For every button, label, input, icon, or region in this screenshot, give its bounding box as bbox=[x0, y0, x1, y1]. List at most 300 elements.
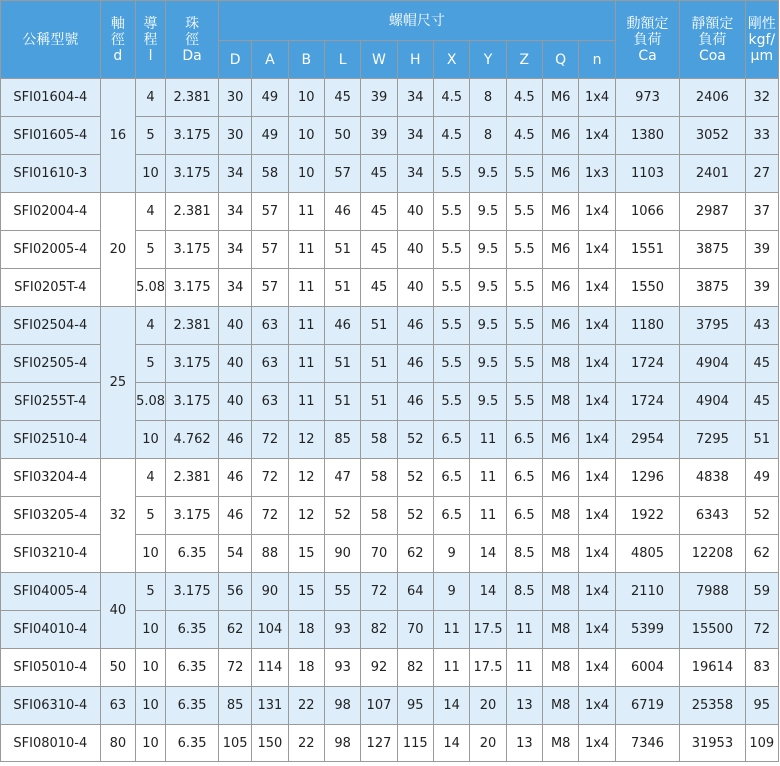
table-cell: 57 bbox=[252, 231, 288, 269]
table-cell: 10 bbox=[288, 155, 324, 193]
table-cell: 22 bbox=[288, 725, 324, 762]
table-cell: 4 bbox=[135, 79, 165, 117]
table-cell: 131 bbox=[252, 687, 288, 725]
table-cell: 10 bbox=[135, 611, 165, 649]
model-cell: SFI04005-4 bbox=[1, 573, 101, 611]
table-cell: 46 bbox=[219, 497, 252, 535]
table-cell: 45 bbox=[361, 231, 397, 269]
table-cell: 115 bbox=[397, 725, 433, 762]
header-nut-col: X bbox=[433, 41, 469, 79]
table-cell: 10 bbox=[135, 649, 165, 687]
model-cell: SFI02004-4 bbox=[1, 193, 101, 231]
table-cell: 52 bbox=[397, 497, 433, 535]
table-cell: 7295 bbox=[680, 421, 745, 459]
table-cell: 11 bbox=[288, 193, 324, 231]
table-cell: 11 bbox=[506, 611, 542, 649]
table-cell: 63 bbox=[252, 307, 288, 345]
table-cell: 6.5 bbox=[433, 421, 469, 459]
table-cell: 3875 bbox=[680, 269, 745, 307]
model-cell: SFI06310-4 bbox=[1, 687, 101, 725]
model-cell: SFI03210-4 bbox=[1, 535, 101, 573]
table-cell: 4904 bbox=[680, 345, 745, 383]
header-nut-col: Q bbox=[543, 41, 579, 79]
table-cell: 3875 bbox=[680, 231, 745, 269]
table-cell: 1724 bbox=[615, 345, 679, 383]
table-cell: M8 bbox=[543, 573, 579, 611]
model-cell: SFI02510-4 bbox=[1, 421, 101, 459]
table-cell: 47 bbox=[324, 459, 360, 497]
table-cell: 39 bbox=[745, 269, 778, 307]
table-cell: 72 bbox=[252, 459, 288, 497]
table-cell: 30 bbox=[219, 117, 252, 155]
table-cell: 973 bbox=[615, 79, 679, 117]
table-cell: 11 bbox=[288, 231, 324, 269]
table-row bbox=[1, 307, 779, 345]
table-cell: 46 bbox=[219, 459, 252, 497]
table-cell: 72 bbox=[361, 573, 397, 611]
table-cell: 127 bbox=[361, 725, 397, 762]
table-cell: 14 bbox=[433, 687, 469, 725]
table-cell: 7346 bbox=[615, 725, 679, 762]
header-ball-diameter: 珠 徑 Da bbox=[166, 1, 219, 79]
table-cell: 25358 bbox=[680, 687, 745, 725]
table-cell: 39 bbox=[361, 117, 397, 155]
table-cell: 14 bbox=[470, 535, 506, 573]
table-cell: 39 bbox=[745, 231, 778, 269]
table-cell: 11 bbox=[470, 459, 506, 497]
table-cell: 83 bbox=[745, 649, 778, 687]
table-cell: 45 bbox=[361, 155, 397, 193]
model-cell: SFI01605-4 bbox=[1, 117, 101, 155]
table-cell: 5 bbox=[135, 345, 165, 383]
table-cell: 58 bbox=[361, 497, 397, 535]
table-cell: 9 bbox=[433, 535, 469, 573]
table-cell: 31953 bbox=[680, 725, 745, 762]
table-cell: 6.5 bbox=[433, 459, 469, 497]
table-cell: 51 bbox=[324, 345, 360, 383]
table-cell: 10 bbox=[135, 725, 165, 762]
table-cell: 12 bbox=[288, 421, 324, 459]
table-cell: 6.35 bbox=[166, 725, 219, 762]
model-cell: SFI0255T-4 bbox=[1, 383, 101, 421]
table-cell: 92 bbox=[361, 649, 397, 687]
table-cell: 46 bbox=[397, 307, 433, 345]
table-cell: 11 bbox=[288, 383, 324, 421]
table-cell: 2401 bbox=[680, 155, 745, 193]
table-cell: 12 bbox=[288, 459, 324, 497]
table-cell: 4 bbox=[135, 193, 165, 231]
table-cell: 6719 bbox=[615, 687, 679, 725]
table-cell: 5.5 bbox=[506, 155, 542, 193]
table-cell: 4838 bbox=[680, 459, 745, 497]
table-cell: 40 bbox=[219, 345, 252, 383]
table-cell: 6.5 bbox=[506, 421, 542, 459]
table-cell: 5399 bbox=[615, 611, 679, 649]
table-cell: 93 bbox=[324, 611, 360, 649]
table-cell: 5.5 bbox=[433, 345, 469, 383]
table-cell: 2.381 bbox=[166, 79, 219, 117]
table-cell: 10 bbox=[288, 79, 324, 117]
table-cell: 11 bbox=[433, 649, 469, 687]
table-cell: 2406 bbox=[680, 79, 745, 117]
table-cell: 6.35 bbox=[166, 535, 219, 573]
table-cell: 5.5 bbox=[506, 193, 542, 231]
table-cell: 4 bbox=[135, 459, 165, 497]
header-shaft-diameter: 軸 徑 d bbox=[100, 1, 135, 79]
table-cell: 105 bbox=[219, 725, 252, 762]
table-cell: 2.381 bbox=[166, 459, 219, 497]
table-cell: 34 bbox=[219, 269, 252, 307]
table-cell: M6 bbox=[543, 193, 579, 231]
table-cell: 5 bbox=[135, 497, 165, 535]
table-cell: 27 bbox=[745, 155, 778, 193]
table-cell: 22 bbox=[288, 687, 324, 725]
table-cell: 1x3 bbox=[579, 155, 615, 193]
table-cell: 6.35 bbox=[166, 687, 219, 725]
table-cell: M6 bbox=[543, 79, 579, 117]
table-cell: 40 bbox=[219, 383, 252, 421]
table-cell: 90 bbox=[252, 573, 288, 611]
table-cell: 6343 bbox=[680, 497, 745, 535]
table-cell: 1x4 bbox=[579, 193, 615, 231]
table-cell: 40 bbox=[397, 193, 433, 231]
table-cell: 1x4 bbox=[579, 231, 615, 269]
table-cell: 8 bbox=[470, 79, 506, 117]
table-cell: M8 bbox=[543, 345, 579, 383]
table-row bbox=[1, 79, 779, 117]
table-cell: 32 bbox=[745, 79, 778, 117]
table-cell: 11 bbox=[288, 345, 324, 383]
table-cell: 1180 bbox=[615, 307, 679, 345]
table-cell: 62 bbox=[219, 611, 252, 649]
table-cell: 95 bbox=[397, 687, 433, 725]
table-cell: 5.5 bbox=[433, 307, 469, 345]
table-cell: 1x4 bbox=[579, 687, 615, 725]
shaft-diameter-cell: 50 bbox=[100, 649, 135, 687]
table-cell: 1103 bbox=[615, 155, 679, 193]
table-cell: 54 bbox=[219, 535, 252, 573]
table-cell: 4.5 bbox=[433, 117, 469, 155]
header-nut-col: B bbox=[288, 41, 324, 79]
model-cell: SFI01610-3 bbox=[1, 155, 101, 193]
table-cell: 11 bbox=[506, 649, 542, 687]
table-cell: 7988 bbox=[680, 573, 745, 611]
table-cell: 8.5 bbox=[506, 573, 542, 611]
table-cell: 18 bbox=[288, 611, 324, 649]
table-cell: 1x4 bbox=[579, 383, 615, 421]
table-cell: 4904 bbox=[680, 383, 745, 421]
table-cell: 40 bbox=[397, 231, 433, 269]
table-cell: 34 bbox=[397, 117, 433, 155]
table-cell: 58 bbox=[361, 459, 397, 497]
table-cell: 9.5 bbox=[470, 155, 506, 193]
shaft-diameter-cell: 32 bbox=[100, 459, 135, 573]
table-cell: 46 bbox=[219, 421, 252, 459]
table-cell: 90 bbox=[324, 535, 360, 573]
header-static-load: 靜額定 負荷 Coa bbox=[680, 1, 745, 79]
table-cell: 1066 bbox=[615, 193, 679, 231]
table-row bbox=[1, 573, 779, 611]
table-cell: M8 bbox=[543, 687, 579, 725]
header-dynamic-load: 動額定 負荷 Ca bbox=[615, 1, 679, 79]
table-cell: 45 bbox=[324, 79, 360, 117]
table-cell: 85 bbox=[219, 687, 252, 725]
table-cell: 5.5 bbox=[506, 345, 542, 383]
table-cell: 46 bbox=[397, 345, 433, 383]
table-cell: 98 bbox=[324, 725, 360, 762]
header-nut-col: L bbox=[324, 41, 360, 79]
table-cell: 1922 bbox=[615, 497, 679, 535]
table-cell: 13 bbox=[506, 687, 542, 725]
table-cell: 49 bbox=[252, 117, 288, 155]
table-cell: 2.381 bbox=[166, 193, 219, 231]
table-cell: 104 bbox=[252, 611, 288, 649]
table-cell: 8.5 bbox=[506, 535, 542, 573]
table-cell: 12208 bbox=[680, 535, 745, 573]
table-cell: M8 bbox=[543, 383, 579, 421]
table-cell: M8 bbox=[543, 649, 579, 687]
table-cell: 30 bbox=[219, 79, 252, 117]
table-cell: 51 bbox=[324, 231, 360, 269]
table-cell: 34 bbox=[397, 79, 433, 117]
table-cell: 82 bbox=[397, 649, 433, 687]
model-cell: SFI03204-4 bbox=[1, 459, 101, 497]
table-cell: 9.5 bbox=[470, 307, 506, 345]
table-cell: 3.175 bbox=[166, 269, 219, 307]
table-cell: 150 bbox=[252, 725, 288, 762]
table-cell: 95 bbox=[745, 687, 778, 725]
table-cell: 59 bbox=[745, 573, 778, 611]
table-cell: 2987 bbox=[680, 193, 745, 231]
table-cell: 46 bbox=[324, 307, 360, 345]
table-cell: 1x4 bbox=[579, 79, 615, 117]
table-cell: 15 bbox=[288, 573, 324, 611]
table-cell: 3.175 bbox=[166, 497, 219, 535]
table-cell: 57 bbox=[252, 193, 288, 231]
model-cell: SFI08010-4 bbox=[1, 725, 101, 762]
table-cell: 1724 bbox=[615, 383, 679, 421]
table-cell: 5.5 bbox=[433, 155, 469, 193]
table-cell: 1x4 bbox=[579, 497, 615, 535]
table-cell: 9.5 bbox=[470, 345, 506, 383]
table-cell: 51 bbox=[361, 383, 397, 421]
table-cell: 2.381 bbox=[166, 307, 219, 345]
table-cell: 5.5 bbox=[433, 269, 469, 307]
table-cell: 10 bbox=[135, 155, 165, 193]
table-row bbox=[1, 725, 779, 762]
table-body bbox=[1, 79, 779, 762]
header-nut-dimensions: 螺帽尺寸 bbox=[219, 1, 616, 41]
table-cell: 9.5 bbox=[470, 269, 506, 307]
table-cell: M6 bbox=[543, 421, 579, 459]
table-cell: 4805 bbox=[615, 535, 679, 573]
table-cell: 39 bbox=[361, 79, 397, 117]
table-cell: 5.08 bbox=[135, 383, 165, 421]
table-cell: 19614 bbox=[680, 649, 745, 687]
table-cell: 1551 bbox=[615, 231, 679, 269]
header-nut-col: n bbox=[579, 41, 615, 79]
table-cell: 11 bbox=[470, 497, 506, 535]
table-cell: 63 bbox=[252, 383, 288, 421]
shaft-diameter-cell: 63 bbox=[100, 687, 135, 725]
table-cell: 72 bbox=[219, 649, 252, 687]
table-cell: M6 bbox=[543, 231, 579, 269]
table-cell: 2954 bbox=[615, 421, 679, 459]
shaft-diameter-cell: 40 bbox=[100, 573, 135, 649]
table-cell: 5.5 bbox=[506, 269, 542, 307]
table-cell: 34 bbox=[397, 155, 433, 193]
header-nut-col: A bbox=[252, 41, 288, 79]
table-cell: 6004 bbox=[615, 649, 679, 687]
header-lead: 導 程 l bbox=[135, 1, 165, 79]
table-row bbox=[1, 649, 779, 687]
table-cell: 11 bbox=[470, 421, 506, 459]
table-cell: 93 bbox=[324, 649, 360, 687]
table-header bbox=[1, 1, 779, 79]
table-cell: 1x4 bbox=[579, 573, 615, 611]
table-cell: 1380 bbox=[615, 117, 679, 155]
table-cell: M6 bbox=[543, 117, 579, 155]
table-cell: 88 bbox=[252, 535, 288, 573]
table-cell: 34 bbox=[219, 231, 252, 269]
table-cell: 55 bbox=[324, 573, 360, 611]
table-cell: 10 bbox=[135, 687, 165, 725]
table-cell: 10 bbox=[135, 421, 165, 459]
table-cell: 3.175 bbox=[166, 383, 219, 421]
table-cell: 72 bbox=[252, 497, 288, 535]
model-cell: SFI01604-4 bbox=[1, 79, 101, 117]
table-cell: 6.5 bbox=[506, 459, 542, 497]
table-cell: 11 bbox=[288, 269, 324, 307]
table-cell: 70 bbox=[361, 535, 397, 573]
table-cell: 17.5 bbox=[470, 611, 506, 649]
table-cell: 1x4 bbox=[579, 459, 615, 497]
model-cell: SFI04010-4 bbox=[1, 611, 101, 649]
table-cell: 3.175 bbox=[166, 117, 219, 155]
table-cell: 33 bbox=[745, 117, 778, 155]
table-cell: 5.5 bbox=[433, 383, 469, 421]
table-cell: 3052 bbox=[680, 117, 745, 155]
table-cell: 6.35 bbox=[166, 649, 219, 687]
table-cell: 10 bbox=[135, 535, 165, 573]
table-cell: 46 bbox=[397, 383, 433, 421]
table-cell: 49 bbox=[745, 459, 778, 497]
table-cell: 62 bbox=[745, 535, 778, 573]
shaft-diameter-cell: 80 bbox=[100, 725, 135, 762]
table-cell: 85 bbox=[324, 421, 360, 459]
table-cell: 13 bbox=[506, 725, 542, 762]
table-cell: 52 bbox=[745, 497, 778, 535]
table-cell: 3.175 bbox=[166, 573, 219, 611]
table-cell: 1x4 bbox=[579, 421, 615, 459]
table-cell: 4.5 bbox=[433, 79, 469, 117]
table-cell: 15 bbox=[288, 535, 324, 573]
table-cell: 11 bbox=[288, 307, 324, 345]
table-cell: M8 bbox=[543, 611, 579, 649]
table-cell: 10 bbox=[288, 117, 324, 155]
table-cell: 1x4 bbox=[579, 269, 615, 307]
table-cell: 5 bbox=[135, 231, 165, 269]
table-cell: 51 bbox=[324, 269, 360, 307]
table-cell: 52 bbox=[397, 421, 433, 459]
table-cell: 45 bbox=[361, 193, 397, 231]
table-cell: 64 bbox=[397, 573, 433, 611]
table-cell: 45 bbox=[745, 383, 778, 421]
table-cell: 1x4 bbox=[579, 345, 615, 383]
table-cell: 58 bbox=[252, 155, 288, 193]
table-cell: M6 bbox=[543, 155, 579, 193]
table-cell: 52 bbox=[324, 497, 360, 535]
table-cell: 52 bbox=[397, 459, 433, 497]
table-cell: 20 bbox=[470, 725, 506, 762]
table-cell: 107 bbox=[361, 687, 397, 725]
table-cell: 40 bbox=[397, 269, 433, 307]
table-cell: 5.5 bbox=[433, 231, 469, 269]
table-cell: 3.175 bbox=[166, 231, 219, 269]
table-cell: 1x4 bbox=[579, 535, 615, 573]
table-cell: 3.175 bbox=[166, 345, 219, 383]
table-cell: 6.5 bbox=[433, 497, 469, 535]
table-cell: 58 bbox=[361, 421, 397, 459]
table-cell: 14 bbox=[433, 725, 469, 762]
header-nut-col: D bbox=[219, 41, 252, 79]
table-cell: 5.5 bbox=[433, 193, 469, 231]
table-cell: 9.5 bbox=[470, 231, 506, 269]
table-cell: 2110 bbox=[615, 573, 679, 611]
header-nut-col: W bbox=[361, 41, 397, 79]
table-cell: 46 bbox=[324, 193, 360, 231]
table-cell: 4 bbox=[135, 307, 165, 345]
table-cell: 1x4 bbox=[579, 307, 615, 345]
table-cell: 51 bbox=[324, 383, 360, 421]
table-cell: 5.5 bbox=[506, 231, 542, 269]
table-cell: 3795 bbox=[680, 307, 745, 345]
table-cell: M8 bbox=[543, 497, 579, 535]
table-cell: 98 bbox=[324, 687, 360, 725]
table-cell: 14 bbox=[470, 573, 506, 611]
table-row bbox=[1, 193, 779, 231]
table-cell: 6.5 bbox=[506, 497, 542, 535]
table-cell: 17.5 bbox=[470, 649, 506, 687]
table-cell: 109 bbox=[745, 725, 778, 762]
model-cell: SFI05010-4 bbox=[1, 649, 101, 687]
table-cell: 1550 bbox=[615, 269, 679, 307]
table-cell: 5.08 bbox=[135, 269, 165, 307]
table-cell: 45 bbox=[745, 345, 778, 383]
model-cell: SFI02504-4 bbox=[1, 307, 101, 345]
table-cell: 50 bbox=[324, 117, 360, 155]
table-cell: 4.5 bbox=[506, 117, 542, 155]
table-cell: 8 bbox=[470, 117, 506, 155]
table-cell: M8 bbox=[543, 725, 579, 762]
table-cell: M6 bbox=[543, 459, 579, 497]
table-cell: 4.762 bbox=[166, 421, 219, 459]
table-cell: 56 bbox=[219, 573, 252, 611]
table-cell: 1x4 bbox=[579, 725, 615, 762]
table-cell: 5.5 bbox=[506, 307, 542, 345]
model-cell: SFI0205T-4 bbox=[1, 269, 101, 307]
table-cell: 57 bbox=[252, 269, 288, 307]
table-cell: 37 bbox=[745, 193, 778, 231]
table-cell: 82 bbox=[361, 611, 397, 649]
table-cell: 114 bbox=[252, 649, 288, 687]
table-cell: 4.5 bbox=[506, 79, 542, 117]
table-row bbox=[1, 687, 779, 725]
model-cell: SFI03205-4 bbox=[1, 497, 101, 535]
table-cell: 9.5 bbox=[470, 193, 506, 231]
table-cell: 20 bbox=[470, 687, 506, 725]
table-cell: M6 bbox=[543, 307, 579, 345]
